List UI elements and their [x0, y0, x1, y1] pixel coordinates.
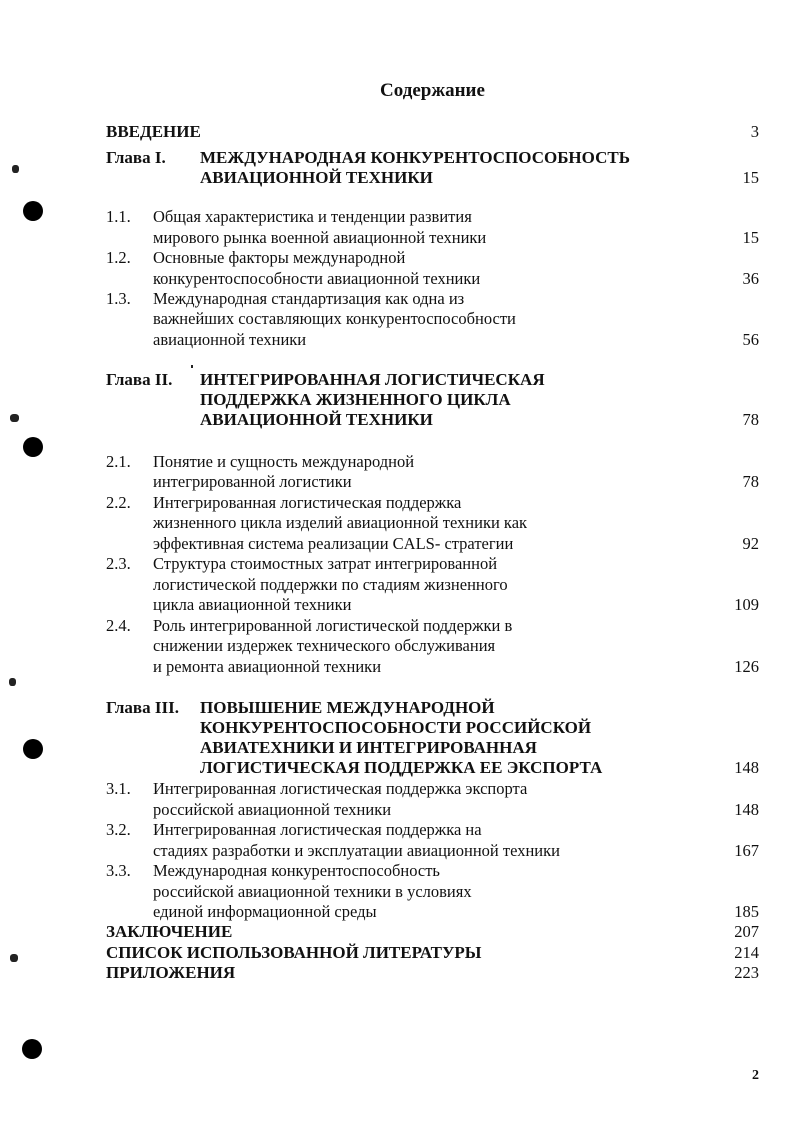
section-2-3-number: 2.3. — [106, 554, 131, 573]
section-1-2-number: 1.2. — [106, 248, 131, 267]
section-2-4-line: и ремонта авиационной техники — [153, 657, 382, 676]
chapter-2-title-line: ИНТЕГРИРОВАННАЯ ЛОГИСТИЧЕСКАЯ — [200, 370, 545, 389]
chapter-2-title-line: АВИАЦИОННОЙ ТЕХНИКИ — [200, 410, 433, 429]
section-2-2-page: 92 — [742, 534, 759, 553]
section-3-3-page: 185 — [734, 902, 759, 921]
toc-conclusion-label: ЗАКЛЮЧЕНИЕ — [106, 922, 233, 941]
section-2-2-line: жизненного цикла изделий авиационной техники как — [153, 513, 528, 532]
section-2-1-line: Понятие и сущность международной — [153, 452, 415, 471]
chapter-3-title-line: АВИАТЕХНИКИ И ИНТЕГРИРОВАННАЯ — [200, 738, 537, 757]
section-2-4-line: Роль интегрированной логистической поддержки в — [153, 616, 513, 635]
section-1-3-line: важнейших составляющих конкурентоспособности — [153, 309, 516, 328]
chapter-3-title-line: КОНКУРЕНТОСПОСОБНОСТИ РОССИЙСКОЙ — [200, 718, 592, 737]
section-2-1-number: 2.1. — [106, 452, 131, 471]
section-1-1-line: Общая характеристика и тенденции развития — [153, 207, 472, 226]
section-1-1-page: 15 — [742, 228, 759, 247]
section-3-1-line: Интегрированная логистическая поддержка экспорта — [153, 779, 528, 798]
toc-conclusion-page: 207 — [734, 922, 759, 941]
section-1-3-number: 1.3. — [106, 289, 131, 308]
scan-speck — [9, 678, 16, 686]
chapter-3-label: Глава III. — [106, 698, 179, 717]
section-1-1-line: мирового рынка военной авиационной техники — [153, 228, 487, 247]
section-2-2-number: 2.2. — [106, 493, 131, 512]
scan-speck — [12, 165, 19, 173]
section-2-3-line: Структура стоимостных затрат интегрированной — [153, 554, 498, 573]
chapter-2-title-line: ПОДДЕРЖКА ЖИЗНЕННОГО ЦИКЛА — [200, 390, 511, 409]
toc-appendices-label: ПРИЛОЖЕНИЯ — [106, 963, 236, 982]
section-2-4-number: 2.4. — [106, 616, 131, 635]
toc-intro-page: 3 — [750, 122, 759, 141]
section-3-1-number: 3.1. — [106, 779, 131, 798]
toc-references-label: СПИСОК ИСПОЛЬЗОВАННОЙ ЛИТЕРАТУРЫ — [106, 943, 482, 962]
chapter-1-title-line: МЕЖДУНАРОДНАЯ КОНКУРЕНТОСПОСОБНОСТЬ — [200, 148, 630, 167]
section-2-4-page: 126 — [734, 657, 759, 676]
section-3-3-line: единой информационной среды — [153, 902, 377, 921]
section-3-2-line: Интегрированная логистическая поддержка на — [153, 820, 482, 839]
section-3-1-line: российской авиационной техники — [153, 800, 392, 819]
section-2-1-page: 78 — [742, 472, 759, 491]
chapter-1-label: Глава I. — [106, 148, 166, 167]
chapter-2-label: Глава II. — [106, 370, 173, 389]
section-1-3-line: Международная стандартизация как одна из — [153, 289, 465, 308]
binder-hole — [23, 739, 43, 759]
section-2-3-line: цикла авиационной техники — [153, 595, 352, 614]
page-number: 2 — [752, 1068, 759, 1083]
section-3-2-number: 3.2. — [106, 820, 131, 839]
section-1-2-line: Основные факторы международной — [153, 248, 406, 267]
section-3-3-line: Международная конкурентоспособность — [153, 861, 440, 880]
chapter-3-title-line: ЛОГИСТИЧЕСКАЯ ПОДДЕРЖКА ЕЕ ЭКСПОРТА — [200, 758, 603, 777]
chapter-1-title-line: АВИАЦИОННОЙ ТЕХНИКИ — [200, 168, 433, 187]
binder-hole — [23, 437, 43, 457]
section-2-3-line: логистической поддержки по стадиям жизненного — [153, 575, 508, 594]
section-3-2-page: 167 — [734, 841, 759, 860]
toc-intro-label: ВВЕДЕНИЕ — [106, 122, 201, 141]
section-2-1-line: интегрированной логистики — [153, 472, 352, 491]
page-title: Содержание — [380, 80, 485, 101]
section-3-3-line: российской авиационной техники в условиях — [153, 882, 472, 901]
chapter-2-page: 78 — [742, 410, 759, 429]
chapter-3-page: 148 — [734, 758, 759, 777]
chapter-3-title-line: ПОВЫШЕНИЕ МЕЖДУНАРОДНОЙ — [200, 698, 495, 717]
section-3-2-line: стадиях разработки и эксплуатации авиационной техники — [153, 841, 560, 860]
section-1-3-page: 56 — [742, 330, 759, 349]
toc-appendices-page: 223 — [734, 963, 759, 982]
chapter-1-page: 15 — [742, 168, 759, 187]
scan-speck — [10, 954, 18, 962]
section-2-4-line: снижении издержек технического обслуживания — [153, 636, 496, 655]
section-1-1-number: 1.1. — [106, 207, 131, 226]
section-3-3-number: 3.3. — [106, 861, 131, 880]
section-1-3-line: авиационной техники — [153, 330, 307, 349]
scan-speck — [10, 414, 19, 422]
section-3-1-page: 148 — [734, 800, 759, 819]
section-1-2-line: конкурентоспособности авиационной техники — [153, 269, 481, 288]
toc-references-page: 214 — [734, 943, 759, 962]
binder-hole — [23, 201, 43, 221]
section-2-2-line: эффективная система реализации CALS- стратегии — [153, 534, 514, 553]
section-2-3-page: 109 — [734, 595, 759, 614]
section-2-2-line: Интегрированная логистическая поддержка — [153, 493, 462, 512]
binder-hole — [22, 1039, 42, 1059]
section-1-2-page: 36 — [742, 269, 759, 288]
scan-speck — [191, 365, 193, 368]
